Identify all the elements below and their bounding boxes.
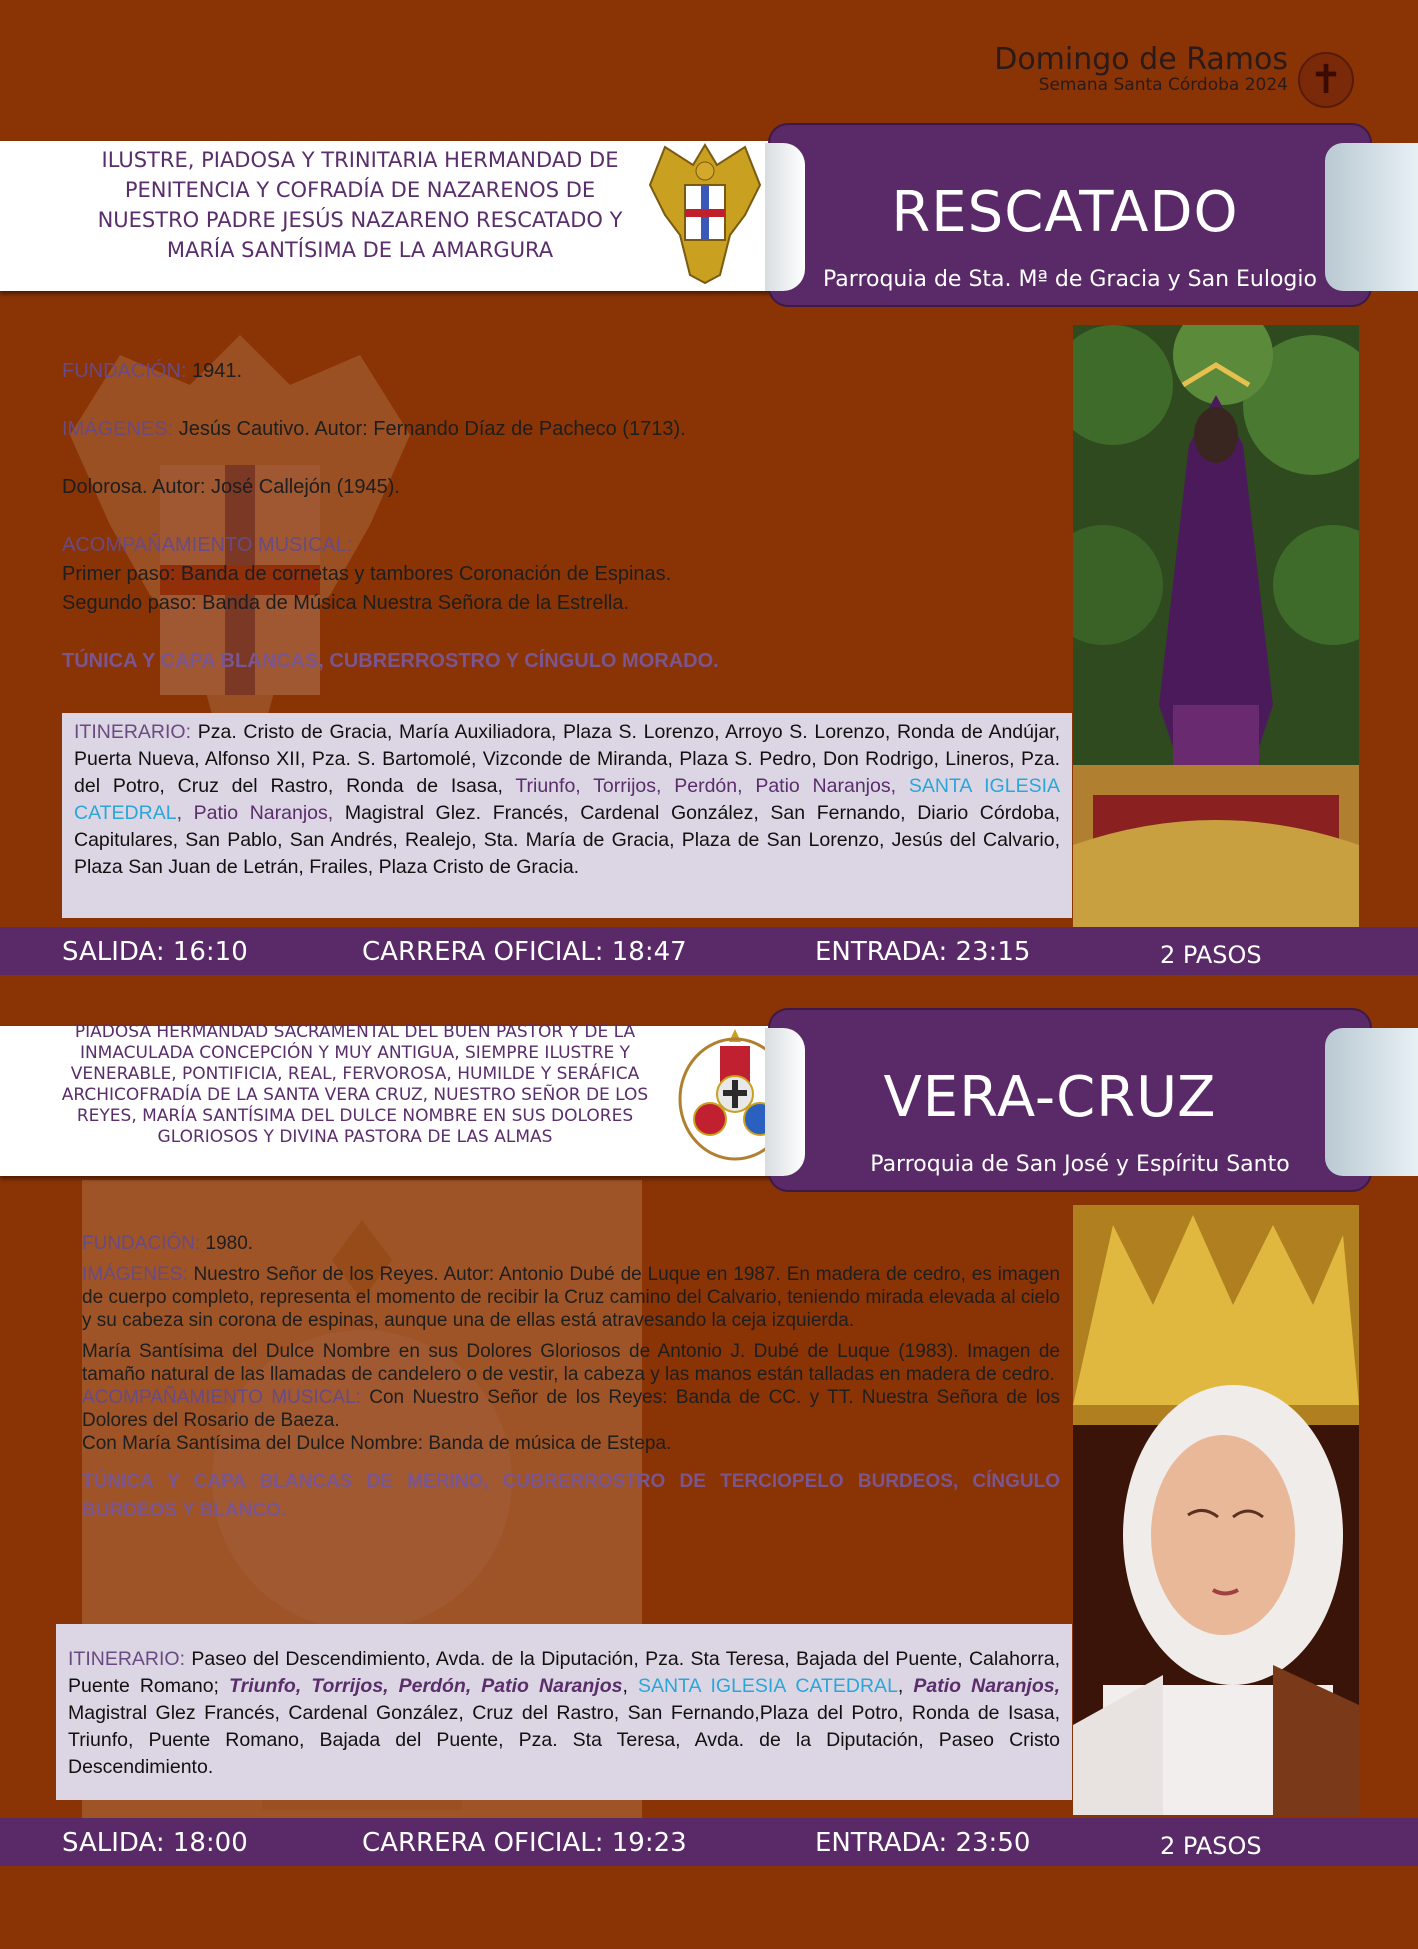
hermandad-info xyxy=(82,1232,1060,1525)
dolorosa: Dolorosa. Autor: José Callejón (1945). xyxy=(62,476,400,498)
hermandad-name: VERA-CRUZ xyxy=(883,1065,1217,1130)
itinerario: ITINERARIO: Paseo del Descendimiento, Avda. de la Diputación, Pza. Sta Teresa, Bajada del Puente, Calahorra, Puente Romano; Triunfo, Torrijos, Perdón, Patio Naranjos, SANTA IGLESIA CATEDRAL, Patio Naranjos, Magistral Glez Francés, Cardenal González, Cruz del Rastro, San Fernando,Plaza del Potro, Ronda de Isasa, Triunfo, Puente Romano, Bajada del Puente, Pza. Sta Teresa, Avda. de la Diputación, Paseo Cristo Descendimiento. xyxy=(56,1624,1072,1800)
imagenes xyxy=(82,1263,1060,1332)
photo-dulce-nombre xyxy=(1073,1205,1359,1815)
fundacion xyxy=(62,357,1062,386)
imagenes-value: Jesús Cautivo. Autor: Fernando Díaz de Pacheco (1713). xyxy=(178,418,686,440)
page-header xyxy=(994,44,1288,94)
tunica: TÚNICA Y CAPA BLANCAS, CUBRERROSTRO Y CÍNGULO MORADO. xyxy=(62,650,719,672)
hermandad-name: RESCATADO xyxy=(891,180,1239,245)
musica xyxy=(82,1386,1060,1432)
itinerario-catedral: SANTA IGLESIA CATEDRAL xyxy=(637,1675,898,1697)
fundacion-value: 1980. xyxy=(205,1233,254,1254)
itinerario-part-2: Magistral Glez Francés, Cardenal González, Cruz del Rastro, San Fernando,Plaza del Potro, Ronda de Isasa, Triunfo, Puente Romano, Bajada del Puente, Pza. Sta Teresa, Avda. de la Diputación, Paseo Cristo Descendimiento. xyxy=(68,1702,1060,1778)
fundacion-label: FUNDACIÓN: xyxy=(82,1233,201,1254)
musica-2: Con María Santísima del Dulce Nombre: Banda de música de Estepa. xyxy=(82,1433,672,1454)
hermandad-vera-cruz xyxy=(0,1010,1418,1865)
cross-icon: ✝ xyxy=(1298,52,1354,108)
imagenes-value: Nuestro Señor de los Reyes. Autor: Antonio Dubé de Luque en 1987. En madera de cedro, es imagen de cuerpo completo, representa el momento de recibir la Cruz camino del Calvario, teniendo mirada elevada al cielo y su cabeza sin corona de espinas, aunque una de ellas está atravesando la ceja izquierda. xyxy=(82,1264,1060,1331)
eagle-crest-icon xyxy=(645,135,765,285)
musica-1: Primer paso: Banda de cornetas y tambores Coronación de Espinas. xyxy=(62,563,672,585)
itinerario-part-1: Paseo del Descendimiento, Avda. de la Diputación, Pza. Sta Teresa, Bajada del Puente, Calahorra, Puente Romano; xyxy=(68,1648,1061,1697)
fundacion-label: FUNDACIÓN: xyxy=(62,360,187,382)
imagenes-label: IMÁGENES: xyxy=(82,1264,188,1285)
dolorosa: María Santísima del Dulce Nombre en sus Dolores Gloriosos de Antonio J. Dubé de Luque (1983). Imagen de tamaño natural de las llamadas de candelero o de vestir, la cabeza y las manos están talladas en madera de cedro. xyxy=(82,1341,1060,1385)
musica-label: ACOMPAÑAMIENTO MUSICAL: xyxy=(82,1387,361,1408)
hermandad-info xyxy=(62,357,1062,676)
hermandad-full-name: ILUSTRE, PIADOSA Y TRINITARIA HERMANDAD DE PENITENCIA Y COFRADÍA DE NAZARENOS DE NUESTRO PADRE JESÚS NAZARENO RESCATADO Y MARÍA SANTÍSIMA DE LA AMARGURA xyxy=(97,148,623,262)
itinerario-oficial-a: Triunfo, Torrijos, Perdón, Patio Naranjos, xyxy=(515,775,897,797)
times-bar xyxy=(0,927,1418,975)
itinerario-part-1: Pza. Cristo de Gracia, María Auxiliadora, Plaza S. Lorenzo, Arroyo S. Lorenzo, Ronda de Andújar, Puerta Nueva, Alfonso XII, Pza. S. Bartomolé, Vizconde de Miranda, Plaza S. Pedro, Don Rodrigo, Lineros, Pza. del Potro, Cruz del Rastro, Ronda de Isasa, xyxy=(74,721,1061,797)
musica-1: Con Nuestro Señor de los Reyes: Banda de CC. y TT. Nuestra Señora de los Dolores del Rosario de Baeza. xyxy=(82,1387,1060,1431)
itinerario-part-2: Magistral Glez. Francés, Cardenal González, San Fernando, Diario Córdoba, Capitulares, San Pablo, San Andrés, Realejo, Sta. María de Gracia, Plaza de San Lorenzo, Jesús del Calvario, Plaza San Juan de Letrán, Frailes, Plaza Cristo de Gracia. xyxy=(74,802,1061,878)
itinerario-oficial-b: Patio Naranjos, xyxy=(193,802,334,824)
salida: SALIDA: 16:10 xyxy=(62,937,248,967)
salida: SALIDA: 18:00 xyxy=(62,1828,248,1858)
page-subtitle: Semana Santa Córdoba 2024 xyxy=(1038,75,1288,95)
hermandad-rescatado xyxy=(0,125,1418,975)
parroquia: Parroquia de Sta. Mª de Gracia y San Eulogio xyxy=(823,267,1317,292)
imagenes xyxy=(62,415,1062,444)
itinerario-oficial-b: Patio Naranjos, xyxy=(913,1675,1060,1697)
itinerario: ITINERARIO: Pza. Cristo de Gracia, María Auxiliadora, Plaza S. Lorenzo, Arroyo S. Lorenzo, Ronda de Andújar, Puerta Nueva, Alfonso XII, Pza. S. Bartomolé, Vizconde de Miranda, Plaza S. Pedro, Don Rodrigo, Lineros, Pza. del Potro, Cruz del Rastro, Ronda de Isasa, Triunfo, Torrijos, Perdón, Patio Naranjos, SANTA IGLESIA CATEDRAL, Patio Naranjos, Magistral Glez. Francés, Cardenal González, San Fernando, Diario Córdoba, Capitulares, San Pablo, San Andrés, Realejo, Sta. María de Gracia, Plaza de San Lorenzo, Jesús del Calvario, Plaza San Juan de Letrán, Frailes, Plaza Cristo de Gracia. xyxy=(62,713,1072,918)
fundacion-value: 1941. xyxy=(192,360,243,382)
times-bar xyxy=(0,1818,1418,1866)
carrera-oficial: CARRERA OFICIAL: 19:23 xyxy=(362,1828,687,1858)
hermandad-full-name: PIADOSA HERMANDAD SACRAMENTAL DEL BUEN PASTOR Y DE LA INMACULADA CONCEPCIÓN Y MUY ANTIGUA, SIEMPRE ILUSTRE Y VENERABLE, PONTIFICIA, REAL, FERVOROSA, HUMILDE Y SERÁFICA ARCHICOFRADÍA DE LA SANTA VERA CRUZ, NUESTRO SEÑOR DE LOS REYES, MARÍA SANTÍSIMA DEL DULCE NOMBRE EN SUS DOLORES GLORIOSOS Y DIVINA PASTORA DE LAS ALMAS xyxy=(61,1022,649,1147)
itinerario-catedral: SANTA IGLESIA CATEDRAL xyxy=(74,775,1061,824)
itinerario-label: ITINERARIO: xyxy=(74,721,192,743)
parroquia: Parroquia de San José y Espíritu Santo xyxy=(870,1152,1290,1177)
entrada: ENTRADA: 23:15 xyxy=(815,937,1031,967)
pasos: 2 PASOS xyxy=(1160,1832,1262,1860)
entrada: ENTRADA: 23:50 xyxy=(815,1828,1031,1858)
page-title: Domingo de Ramos xyxy=(994,42,1288,77)
musica-label: ACOMPAÑAMIENTO MUSICAL: xyxy=(62,534,353,556)
itinerario-label: ITINERARIO: xyxy=(68,1648,186,1670)
fundacion xyxy=(82,1232,1060,1255)
tunica: TÚNICA Y CAPA BLANCAS DE MERINO, CUBRERROSTRO DE TERCIOPELO BURDEOS, CÍNGULO BURDEOS Y BLANCO. xyxy=(82,1471,1060,1521)
pasos: 2 PASOS xyxy=(1160,941,1262,969)
musica-2: Segundo paso: Banda de Música Nuestra Señora de la Estrella. xyxy=(62,592,630,614)
imagenes-label: IMÁGENES: xyxy=(62,418,174,440)
carrera-oficial: CARRERA OFICIAL: 18:47 xyxy=(362,937,687,967)
itinerario-oficial-a: Triunfo, Torrijos, Perdón, Patio Naranjos xyxy=(229,1675,623,1697)
photo-jesus-cautivo xyxy=(1073,325,1359,930)
banner-curl xyxy=(765,143,805,291)
